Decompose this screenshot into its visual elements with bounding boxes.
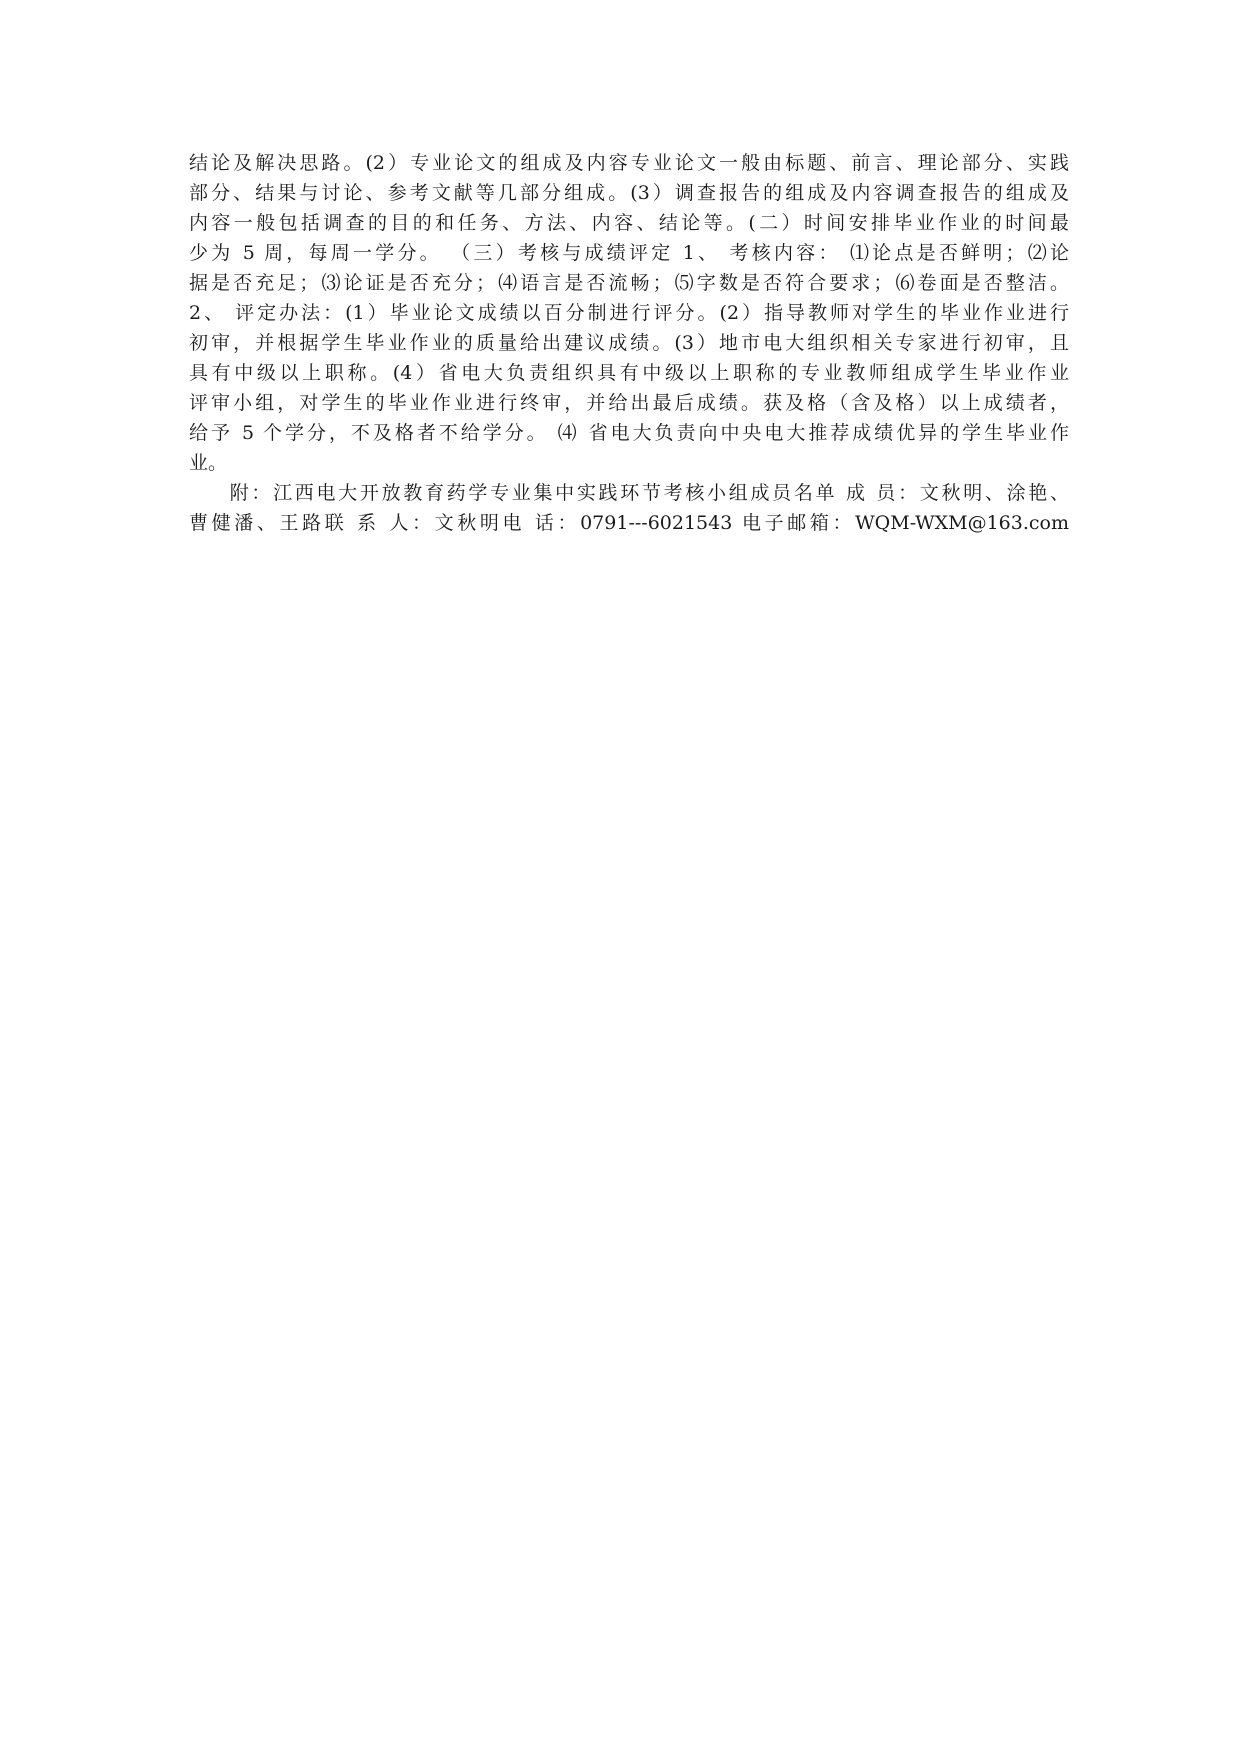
text-line-9: 评审小组，对学生的毕业作业进行终审，并给出最后成绩。获及格（含及格）以上成绩者， — [189, 392, 1069, 414]
text-line-4: 少为 5 周，每周一学分。 （三）考核与成绩评定 1、 考核内容： ⑴论点是否鲜明；⑵论 — [189, 242, 1069, 264]
text-line-11: 业。 — [189, 452, 228, 474]
appendix-line-1 — [189, 478, 1069, 508]
appendix-line-1-text: 附：江西电大开放教育药学专业集中实践环节考核小组成员名单 成 员：文秋明、涂艳、 — [227, 482, 1069, 504]
text-line-3: 内容一般包括调查的目的和任务、方法、内容、结论等。(二）时间安排毕业作业的时间最 — [189, 212, 1069, 234]
text-line-2: 部分、结果与讨论、参考文献等几部分组成。(3）调查报告的组成及内容调查报告的组成及 — [189, 182, 1069, 204]
appendix-line-2: 曹健潘、王路联 系 人：文秋明电 话：0791---6021543 电子邮箱：WQM-WXM@163.com — [189, 512, 1069, 534]
text-line-7: 初审，并根据学生毕业作业的质量给出建议成绩。(3）地市电大组织相关专家进行初审，且 — [189, 332, 1069, 354]
text-line-8: 具有中级以上职称。(4）省电大负责组织具有中级以上职称的专业教师组成学生毕业作业 — [189, 362, 1069, 384]
body-text — [189, 148, 1069, 538]
text-line-5: 据是否充足；⑶论证是否充分；⑷语言是否流畅；⑸字数是否符合要求；⑹卷面是否整洁。 — [189, 272, 1069, 294]
text-line-6: 2、 评定办法：(1）毕业论文成绩以百分制进行评分。(2）指导教师对学生的毕业作业进行 — [189, 302, 1069, 324]
text-line-1: 结论及解决思路。(2）专业论文的组成及内容专业论文一般由标题、前言、理论部分、实践 — [189, 152, 1069, 174]
text-line-10: 给予 5 个学分，不及格者不给学分。 ⑷ 省电大负责向中央电大推荐成绩优异的学生毕业作 — [189, 422, 1069, 444]
